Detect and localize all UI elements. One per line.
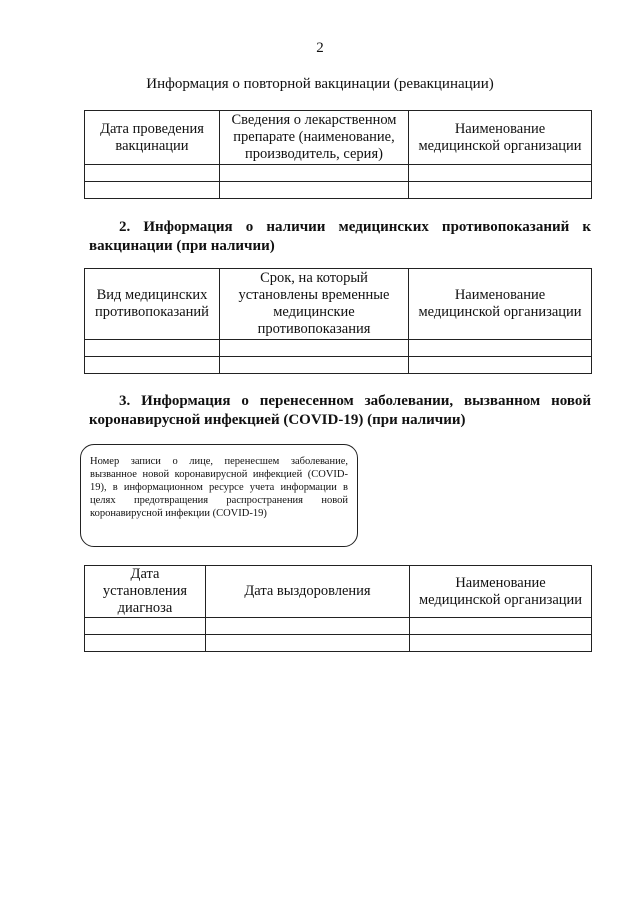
covid-record-number-box: Номер записи о лице, перенесшем заболевание, вызванное новой коронавирусной инфекцией (COVID-19), в информационном ресурсе учета информации в целях предотвращения распространения новой коронавирусной инфекции (COVID-19) — [80, 444, 358, 547]
table-cell — [85, 635, 206, 652]
column-header-medical-organization: Наименование медицинской организации — [410, 566, 592, 618]
column-header-contraindication-period: Срок, на который установлены временные медицинские противопоказания — [220, 269, 409, 340]
column-header-vaccination-date: Дата проведения вакцинации — [85, 111, 220, 165]
section-3-title-line1: 3. Информация о перенесенном заболевании, вызванном новой — [119, 393, 591, 409]
section-2-title-line2: вакцинации (при наличии) — [89, 238, 275, 254]
table-cell — [410, 635, 592, 652]
table-cell — [220, 182, 409, 199]
table-cell — [85, 165, 220, 182]
table-header-row — [85, 566, 592, 618]
table-cell — [220, 357, 409, 374]
table-cell — [85, 357, 220, 374]
column-header-medical-organization: Наименование медицинской организации — [409, 269, 592, 340]
table-cell — [85, 340, 220, 357]
column-header-drug-info: Сведения о лекарственном препарате (наименование, производитель, серия) — [220, 111, 409, 165]
page-number: 2 — [316, 40, 324, 56]
section-3-title — [89, 392, 591, 430]
table-cell — [220, 340, 409, 357]
table-cell — [206, 618, 410, 635]
revaccination-heading: Информация о повторной вакцинации (ревакцинации) — [146, 76, 494, 92]
table-cell — [220, 165, 409, 182]
table-cell — [206, 635, 410, 652]
table-cell — [409, 340, 592, 357]
column-header-recovery-date: Дата выздоровления — [206, 566, 410, 618]
column-header-contraindication-type: Вид медицинских противопоказаний — [85, 269, 220, 340]
table-cell — [409, 165, 592, 182]
table-header-row — [85, 111, 592, 165]
revaccination-table — [84, 110, 592, 199]
table-row — [85, 340, 592, 357]
table-row — [85, 618, 592, 635]
table-cell — [409, 182, 592, 199]
table-row — [85, 182, 592, 199]
table-cell — [409, 357, 592, 374]
table-row — [85, 357, 592, 374]
table-row — [85, 635, 592, 652]
contraindications-table — [84, 268, 592, 374]
section-2-title-line1: 2. Информация о наличии медицинских противопоказаний к — [119, 219, 591, 235]
covid-illness-table — [84, 565, 592, 652]
table-header-row — [85, 269, 592, 340]
section-3-title-line2: коронавирусной инфекцией (COVID-19) (при наличии) — [89, 412, 466, 428]
section-2-title — [89, 218, 591, 256]
table-row — [85, 165, 592, 182]
column-header-diagnosis-date: Дата установления диагноза — [85, 566, 206, 618]
table-cell — [410, 618, 592, 635]
column-header-medical-organization: Наименование медицинской организации — [409, 111, 592, 165]
table-cell — [85, 182, 220, 199]
table-cell — [85, 618, 206, 635]
